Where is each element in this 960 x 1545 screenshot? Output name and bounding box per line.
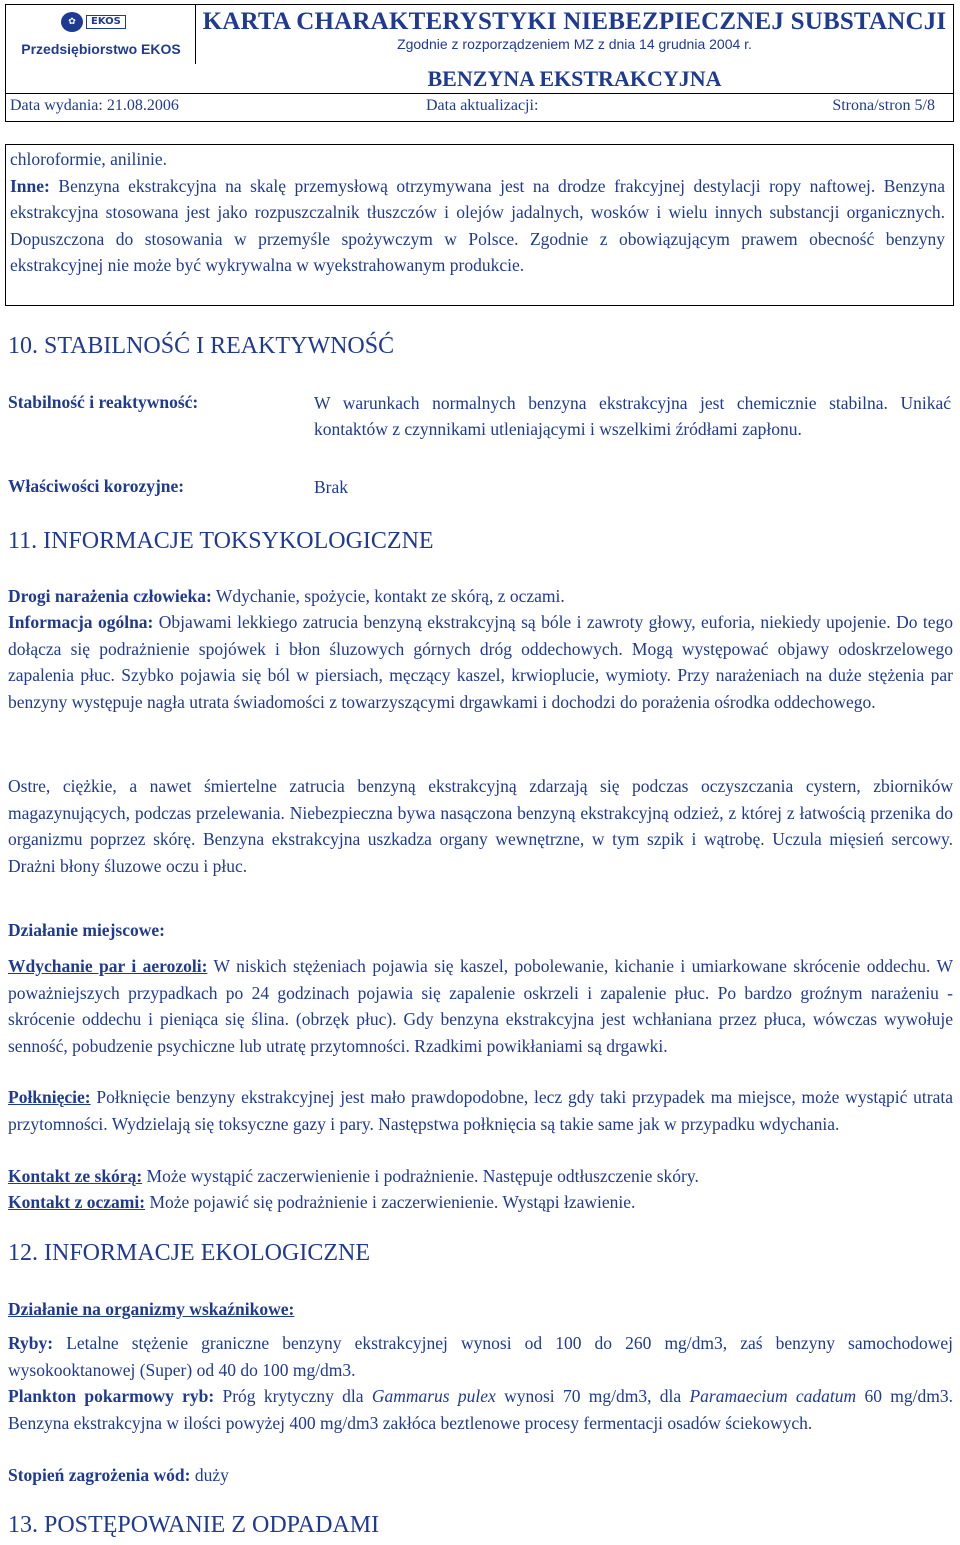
plankton-paragraph xyxy=(8,1383,953,1436)
other-label: Inne: xyxy=(10,175,50,196)
exposure-routes xyxy=(8,583,953,610)
skin-contact-paragraph xyxy=(8,1163,953,1190)
local-effects-label: Działanie miejscowe: xyxy=(8,920,165,940)
document-header xyxy=(5,4,954,94)
company-logo xyxy=(61,9,149,34)
continued-line: chloroformie, anilinie. xyxy=(10,149,167,169)
continued-paragraph xyxy=(10,146,945,279)
other-text: Benzyna ekstrakcyjna na skalę przemysłową otrzymywana jest na drodze frakcyjnej destylacji ropy naftowej. Benzyna ekstrakcyjna stosowana jest jako rozpuszczalnik tłuszczów i olejów jadalnych, wosków i wielu innych substancji organicznych. Dopuszczona do stosowania w przemyśle spożywczym w Polsce. Zgodnie z obowiązującym prawem obecność benzyny ekstrakcyjnej nie może być wykrywalna w wyekstrahowanym produkcie. xyxy=(10,175,946,275)
skin-contact-text: Może wystąpić zaczerwienienie i podrażnienie. Następuje odtłuszczenie skóry. xyxy=(146,1166,699,1186)
section-10-title: 10. STABILNOŚĆ I REAKTYWNOŚĆ xyxy=(8,333,395,359)
corrosive-label: Właściwości korozyjne: xyxy=(8,476,185,496)
issue-date: Data wydania: 21.08.2006 xyxy=(10,97,179,114)
stability-label: Stabilność i reaktywność: xyxy=(8,392,199,412)
inhalation-text: W niskich stężeniach pojawia się kaszel, pobolewanie, kichanie i umiarkowane skrócenie oddechu. W poważniejszych przypadkach po 24 godzinach pojawia się zapalenie oskrzeli i zapalenie płuc. Po bardzo groźnym narażeniu - skrócenie oddechu i pieniąca się ślina. (obrzęk płuc). Gdy benzyna ekstrakcyjna jest wchłaniana przez płuca, wówczas wywołuje senność, pobudzenie psychiczne lub utratę przytomności. Rzadkimi powikłaniami są drgawki. xyxy=(8,956,953,1056)
ingestion-label: Połknięcie: xyxy=(8,1087,91,1107)
plankton-text-b: wynosi 70 mg/dm3, dla xyxy=(504,1386,682,1406)
water-hazard-label: Stopień zagrożenia wód: xyxy=(8,1465,191,1485)
document-title: KARTA CHARAKTERYSTYKI NIEBEZPIECZNEJ SUBSTANCJI xyxy=(202,8,947,35)
ingestion-text: Połknięcie benzyny ekstrakcyjnej jest mało prawdopodobne, lecz gdy taki przypadek ma miejsce, może wystąpić utrata przytomności. Wydzielają się toksyczne gazy i pary. Następstwa połknięcia są takie same jak w przypadku wdychania. xyxy=(8,1087,954,1134)
fish-paragraph xyxy=(8,1330,953,1383)
fish-text: Letalne stężenie graniczne benzyny ekstrakcyjnej wynosi od 100 do 260 mg/dm3, zaś benzyny samochodowej wysokooktanowej (Super) od 40 do 100 mg/dm3. xyxy=(8,1333,953,1380)
plankton-text-c: 60 mg/dm3. Benzyna ekstrakcyjna w ilości powyżej 400 mg/dm3 zakłóca beztlenowe procesy fermentacji osadów ściekowych. xyxy=(8,1386,953,1433)
title-cell xyxy=(196,5,953,64)
eye-contact-text: Może pojawić się podrażnienie i zaczerwienienie. Wystąpi łzawienie. xyxy=(149,1192,636,1212)
logo-emblem-icon: ✿ xyxy=(61,12,83,32)
general-label: Informacja ogólna: xyxy=(8,612,154,632)
routes-text: Wdychanie, spożycie, kontakt ze skórą, z oczami. xyxy=(215,586,565,606)
water-hazard-row xyxy=(8,1462,953,1489)
company-name: Przedsiębiorstwo EKOS xyxy=(21,41,181,57)
plankton-label: Plankton pokarmowy ryb: xyxy=(8,1386,215,1406)
update-date: Data aktualizacji: xyxy=(426,97,539,114)
inhalation-label: Wdychanie par i aerozoli: xyxy=(8,956,208,976)
severe-poisoning-paragraph: Ostre, ciężkie, a nawet śmiertelne zatrucia benzyną ekstrakcyjną zdarzają się podczas oczyszczania cystern, zbiorników magazynujących, podczas przelewania. Niebezpieczna bywa nasączona benzyną ekstrakcyjną odzież, z której z łatwością przenika do organizmu poprzez skórę. Benzyna ekstrakcyjna uszkadza organy wewnętrzne, w tym szpik i wątrobę. Uczula mięsień sercowy. Drażni błony śluzowe oczu i płuc. xyxy=(8,776,953,876)
general-info xyxy=(8,609,953,715)
routes-label: Drogi narażenia człowieka: xyxy=(8,586,212,606)
indicator-organisms-label: Działanie na organizmy wskaźnikowe: xyxy=(8,1299,295,1319)
section-13-title: 13. POSTĘPOWANIE Z ODPADAMI xyxy=(8,1512,380,1538)
skin-contact-label: Kontakt ze skórą: xyxy=(8,1166,143,1186)
ingestion-paragraph xyxy=(8,1084,953,1137)
section-11-title: 11. INFORMACJE TOKSYKOLOGICZNE xyxy=(8,528,434,554)
logo-cell xyxy=(6,5,196,64)
species-gammarus: Gammarus pulex xyxy=(371,1386,496,1406)
corrosive-text: Brak xyxy=(314,477,349,497)
eye-contact-label: Kontakt z oczami: xyxy=(8,1192,146,1212)
document-meta-row xyxy=(5,92,954,122)
document-subtitle: Zgodnie z rozporządzeniem MZ z dnia 14 grudnia 2004 r. xyxy=(397,36,752,52)
eye-contact-paragraph xyxy=(8,1189,953,1216)
logo-text: EKOS xyxy=(86,15,126,29)
water-hazard-value: duży xyxy=(194,1465,229,1485)
section-12-title: 12. INFORMACJE EKOLOGICZNE xyxy=(8,1240,370,1266)
fish-label: Ryby: xyxy=(8,1333,54,1353)
product-name: BENZYNA EKSTRAKCYJNA xyxy=(427,66,722,91)
species-paramaecium: Paramaecium cadatum xyxy=(689,1386,857,1406)
page-number: Strona/stron 5/8 xyxy=(832,97,935,114)
inhalation-paragraph xyxy=(8,953,953,1059)
general-text: Objawami lekkiego zatrucia benzyną ekstrakcyjną są bóle i zawroty głowy, euforia, niekiedy upojenie. Do tego dołącza się podrażnienie spojówek i błon śluzowych górnych dróg oddechowych. Mogą występować objawy odoskrzelowego zapalenia płuc. Szybko pojawia się ból w piersiach, męczący kaszel, krwioplucie, wymioty. Przy narażeniach na duże stężenia par benzyny występuje nagła utrata świadomości z towarzyszącymi drgawkami i dochodzi do porażenia ośrodka oddechowego. xyxy=(8,612,953,712)
stability-text: W warunkach normalnych benzyna ekstrakcyjna jest chemicznie stabilna. Unikać kontaktów z czynnikami utleniającymi i wszelkimi źródłami zapłonu. xyxy=(314,393,951,439)
plankton-text-a: Próg krytyczny dla xyxy=(222,1386,364,1406)
